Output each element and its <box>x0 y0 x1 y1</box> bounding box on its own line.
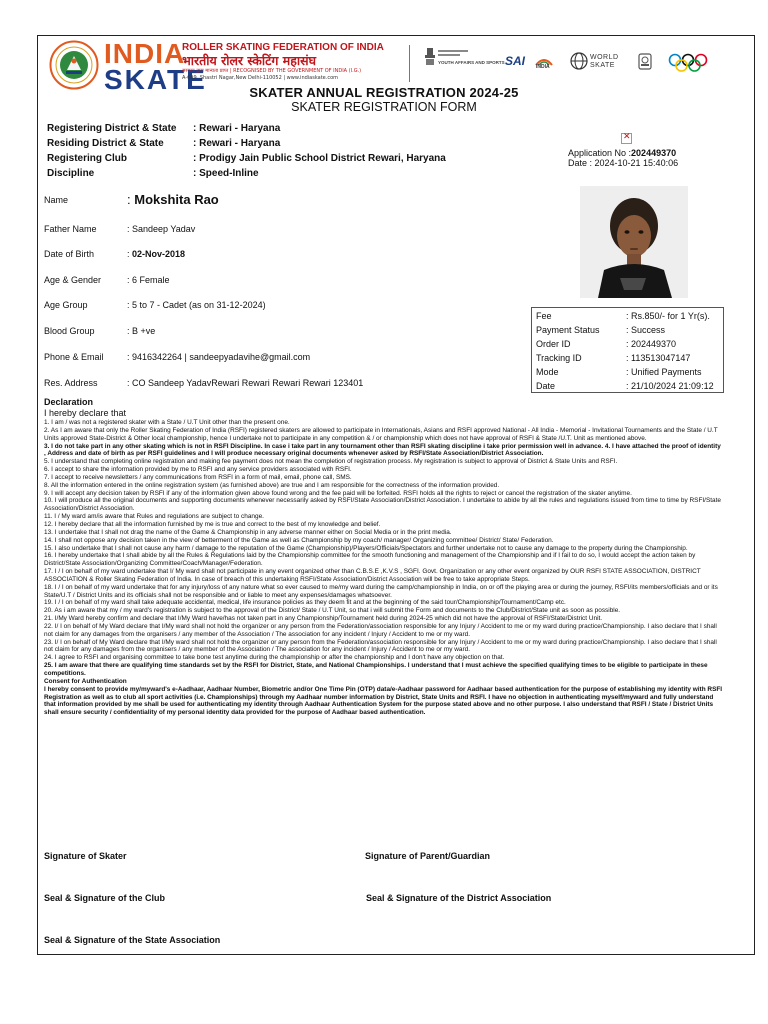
declaration-item: 3. I do not take part in any other skating which is not in RSFI Discipline. In case i take part in any tournament other than RSFI skating discipline i take prior permission well in advance. 4. I have attached the proof of identity , Address and date of birth as per RSFI guidelines and I will produce necessary original documents whenever asked by RSFI/State Association/District Association. <box>44 442 721 458</box>
declaration-item: 15. I also undertake that I shall not cause any harm / damage to the reputation of the Game (Championship)/Players/Officials/Spectators and further undertake not to cause any damage to the property during the Championship. <box>44 544 688 552</box>
federation-name-block <box>182 42 404 82</box>
payment-row <box>536 323 722 337</box>
declaration-intro: I hereby declare that <box>44 408 127 418</box>
ministry-label: YOUTH AFFAIRS AND SPORTS <box>438 60 505 65</box>
fee-label: Fee <box>536 311 552 321</box>
registering-district-label: Registering District & State <box>47 123 177 134</box>
residing-district-value: : Rewari - Haryana <box>193 138 281 149</box>
declaration-item: I hereby consent to provide my/myward's e-Aadhaar, Aadhaar Number, Biometric and/or One Time Pin (OTP) data/e-Aadhaar password for Aadhaar based authentication for the purpose of establishing my identity with RSFI Registration as well as to club all sport activities (i.e. Championships) through my Aadhaar number information by District, State Units and RSFI. I have no objection in authenticating myself/myward and fully understand that information provided by me shall be used for authenticating my identity through Aadhaar Authentication System for the purpose stated above and no other purpose. I also understand that RSFI / State / District Units shall ensure security / confidentiality of my personal identity data provided for the purpose of Aadhaar based authentication. <box>44 685 723 717</box>
india-skate-emblem-logo <box>49 40 99 90</box>
tracking-id-label: Tracking ID <box>536 353 582 363</box>
declaration-item: 13. I undertake that I shall not drag the name of the Game & Championship in any adverse manner either on Social Media or in the print media. <box>44 528 452 536</box>
declaration-item: 16. I hereby undertake that I shall abide by all the Rules & Regulations laid by the Championship committee for the smooth functioning and management of the Championship and if I fail to do so, I would accept the action taken by District/State Association/Organizing Committee/Coach/Manager/Federation. <box>44 552 696 568</box>
payment-row <box>536 379 722 393</box>
registering-club-label: Registering Club <box>47 153 128 164</box>
declaration-item: 22. I/ I on behalf of My Ward declare that I/My ward shall not hold the organizer or any person from the Federation/association responsible for any Injury / Accident to me or my ward during practice/Championship. I also declare that I shall not claim for any damages from the organisers / any member of the Association / The association for any incident / Injury / Accident to me or my ward. <box>44 622 717 638</box>
declaration-item: 24. I agree to RSFI and organising committee to take bone test anytime during the championship or after the championship and I don't have any objection on that. <box>44 654 505 662</box>
declaration-item: Consent for Authentication <box>44 677 127 685</box>
declaration-item: 2. As I am aware that only the Roller Skating Federation of India (RSFI) registered skaters are allowed to participate in Internationals, Asians and RSFI approved National - All India - Memorial - Invitational Tournaments and the State / U.T Units approved State-District & Other local championship, hence I undertake not to participate in any competition & / or championship which does not have approval of RSFI & State /U.T. Unit as mentioned above. <box>44 426 718 442</box>
father-name-value: : Sandeep Yadav <box>127 224 196 234</box>
age-group-label: Age Group <box>44 300 88 310</box>
payment-row <box>536 337 722 351</box>
application-no-label: Application No : <box>568 148 632 158</box>
khelo-india-logo-icon <box>638 53 652 70</box>
payment-date-label: Date <box>536 381 556 391</box>
phone-email-value: : 9416342264 | sandeepyadavihe@gmail.com <box>127 352 311 362</box>
declaration-item: 11. I / My ward am/is aware that Rules and regulations are subject to change. <box>44 513 264 521</box>
declaration-item: 1. I am / was not a registered skater with a State / U.T Unit other than the present one. <box>44 419 290 426</box>
discipline-label: Discipline <box>47 168 95 179</box>
district-seal-signature-label: Seal & Signature of the District Association <box>366 893 552 903</box>
ministry-hindi-line <box>438 54 460 56</box>
residing-district-label: Residing District & State <box>47 138 164 149</box>
world-skate-label: WORLD SKATE <box>590 54 619 69</box>
registering-district-value: : Rewari - Haryana <box>193 123 281 134</box>
parent-signature-label: Signature of Parent/Guardian <box>365 851 491 861</box>
age-group-value: : 5 to 7 - Cadet (as on 31-12-2024) <box>127 300 266 310</box>
name-label: Name <box>44 195 69 205</box>
payment-row <box>536 351 722 365</box>
ministry-hindi-line <box>438 50 468 52</box>
declaration-item: 14. I shall not oppose any decision taken in the view of betterment of the Game as well as Championship by my coach/ manager/ Organizing committee/ District/ State/ Federation. <box>44 536 554 544</box>
tracking-id-value: : 113513047147 <box>626 353 691 363</box>
payment-row <box>536 309 722 323</box>
declaration-item: 5. I understand that completing online registration and making fee payment does not mean the completion of registration process. My registration is subject to approval of District & State Units and RSFI. <box>44 458 618 466</box>
india-logo-label: INDIA <box>536 64 550 70</box>
declaration-item: 25. I am aware that there are qualifying time standards set by the RSFI for District, State, and National Championships. I understand that I must achieve the specified qualifying times to be eligible to participate in these competitions. <box>44 662 708 677</box>
order-id-label: Order ID <box>536 339 571 349</box>
world-skate-icon <box>570 52 588 70</box>
declaration-item: 8. All the information entered in the online registration system (as furnished above) are true and I am responsible for the correctness of the information provided. <box>44 481 500 489</box>
payment-date-value: : 21/10/2024 21:09:12 <box>626 381 714 391</box>
dob-label: Date of Birth <box>44 249 95 259</box>
sai-logo: SAI <box>505 54 526 68</box>
father-name-label: Father Name <box>44 224 97 234</box>
declaration-item: 17. I / I on behalf of my ward undertake that I/ My ward shall not participate in any event organized other than C.B.S.E ,K.V.S , SGFI. Govt. Organization or any other event organized by OUR RSFI STATE ASSOCIATION, DISTRICT ASSOCIATION & Roller Skating Federation of India. In case of breach of this undertaking RSFI/State Association/District Association will be free to take appropriate Steps. <box>44 568 701 583</box>
declaration-heading: Declaration <box>44 397 94 407</box>
application-date: Date : 2024-10-21 15:40:06 <box>568 158 679 168</box>
brand-skate: SKATE <box>104 64 207 95</box>
declaration-item: 20. As i am aware that my / my ward's registration is subject to the approval of the District/ State / U.T Unit, so that i will submit the Form and documents to the Club/District/State unit as soon as possible. <box>44 607 621 615</box>
payment-row <box>536 365 722 379</box>
name-value: Mokshita Rao <box>134 192 219 207</box>
age-gender-value: : 6 Female <box>127 275 170 285</box>
declaration-item: 9. I will accept any decision taken by RSFI if any of the information given above found wrong and the fee paid will be forfeited. RSFI holds all the rights to reject or cancel the registration of the skater anytime. <box>44 489 632 497</box>
declaration-item: 10. I will produce all the original documents and supporting documents whenever necessarily asked by RSFI/State Association/District Association. I undertake to abide by all the rules and regulations issued from time to time by RSFI/State Association/District Association. <box>44 497 721 513</box>
registering-club-value: : Prodigy Jain Public School District Rewari, Haryana <box>193 153 446 164</box>
payment-status-value: : Success <box>626 325 666 335</box>
declaration-item: 6. I accept to share the information provided by me to RSFI and any service providers associated with RSFI. <box>44 466 352 474</box>
broken-image-icon <box>621 133 632 144</box>
dob-value: 02-Nov-2018 <box>132 249 186 259</box>
payment-mode-label: Mode <box>536 367 559 377</box>
declaration-item: 12. I hereby declare that all the information furnished by me is true and correct to the best of my knowledge and belief. <box>44 520 381 528</box>
blood-group-value: : B +ve <box>127 326 156 336</box>
declaration-item: 19. I / I on behalf of my ward shall take adequate accidental, medical, life insurance policies as they deem fit and at the beginning of the said tour/Championship/Tournament/Camp etc. <box>44 599 566 607</box>
declaration-list <box>44 419 724 717</box>
olympic-rings-icon <box>668 53 708 73</box>
federation-name-english: ROLLER SKATING FEDERATION OF INDIA <box>182 42 384 53</box>
form-subtitle: SKATER REGISTRATION FORM <box>291 100 477 114</box>
payment-details-box <box>531 307 724 393</box>
form-main-title: SKATER ANNUAL REGISTRATION 2024-25 <box>249 85 519 100</box>
federation-name-hindi: भारतीय रोलर स्केटिंग महासंघ <box>182 53 316 68</box>
declaration-item: 23. I/ I on behalf of My Ward declare that I/My ward shall not hold the organizer or any person from the Federation/association responsible for any Injury / Accident to me or my ward during practice/Championship. I also declare that I shall not claim for any damages from the organisers / any member of the Association / The association for any incident / Injury / Accident to me or my ward. <box>44 638 717 654</box>
skater-photo <box>580 186 688 298</box>
phone-email-label: Phone & Email <box>44 352 104 362</box>
declaration-item: 18. I / I on behalf of my ward undertake that for any injury/loss of any nature what so ever caused to me/my ward during the camp/championship in India, on or off the playing area or during the journey, RSFI/its members/officials and or its State/U.T / District Units and its officials shall not be responsible and or liable to meet any expenses/damages whatsoever. <box>44 583 718 599</box>
skater-signature-label: Signature of Skater <box>44 851 127 861</box>
age-gender-label: Age & Gender <box>44 275 102 285</box>
brand-india: INDIA <box>104 38 186 69</box>
address-value: : CO Sandeep YadavRewari Rewari Rewari Rewari 123401 <box>127 378 364 388</box>
discipline-value: : Speed-Inline <box>193 168 259 179</box>
address-label: Res. Address <box>44 378 98 388</box>
india-logo <box>534 52 554 72</box>
declaration-item: 7. I accept to receive newsletters / any communications from RSFI in a form of mail, email, phone call, SMS. <box>44 473 352 481</box>
order-id-value: : 202449370 <box>626 339 677 349</box>
national-emblem-icon <box>424 48 436 66</box>
header-divider <box>409 45 410 82</box>
state-seal-signature-label: Seal & Signature of the State Association <box>44 935 221 945</box>
payment-mode-value: : Unified Payments <box>626 367 702 377</box>
blood-group-label: Blood Group <box>44 326 95 336</box>
payment-status-label: Payment Status <box>536 325 600 335</box>
fee-value: : Rs.850/- for 1 Yr(s). <box>626 311 710 321</box>
application-no-value: 202449370 <box>631 148 677 158</box>
world-skate-logo <box>570 52 626 72</box>
application-info <box>568 148 678 168</box>
club-seal-signature-label: Seal & Signature of the Club <box>44 893 166 903</box>
recognition-line: सरकार द्वारा मान्यता प्राप्त | RECOGNISED BY THE GOVERNMENT OF INDIA (I.G.) <box>182 68 362 74</box>
ministry-logo <box>424 46 505 72</box>
federation-address: A-699, Shastri Nagar,New Delhi-110052 | www.indiaskate.com <box>182 75 339 81</box>
declaration-item: 21. I/My Ward hereby confirm and declare that I/My Ward have/has not taken part in any Championship/Tournament held during 2024-25 which did not have the approval of RSFI/State/District Unit. <box>44 615 603 623</box>
